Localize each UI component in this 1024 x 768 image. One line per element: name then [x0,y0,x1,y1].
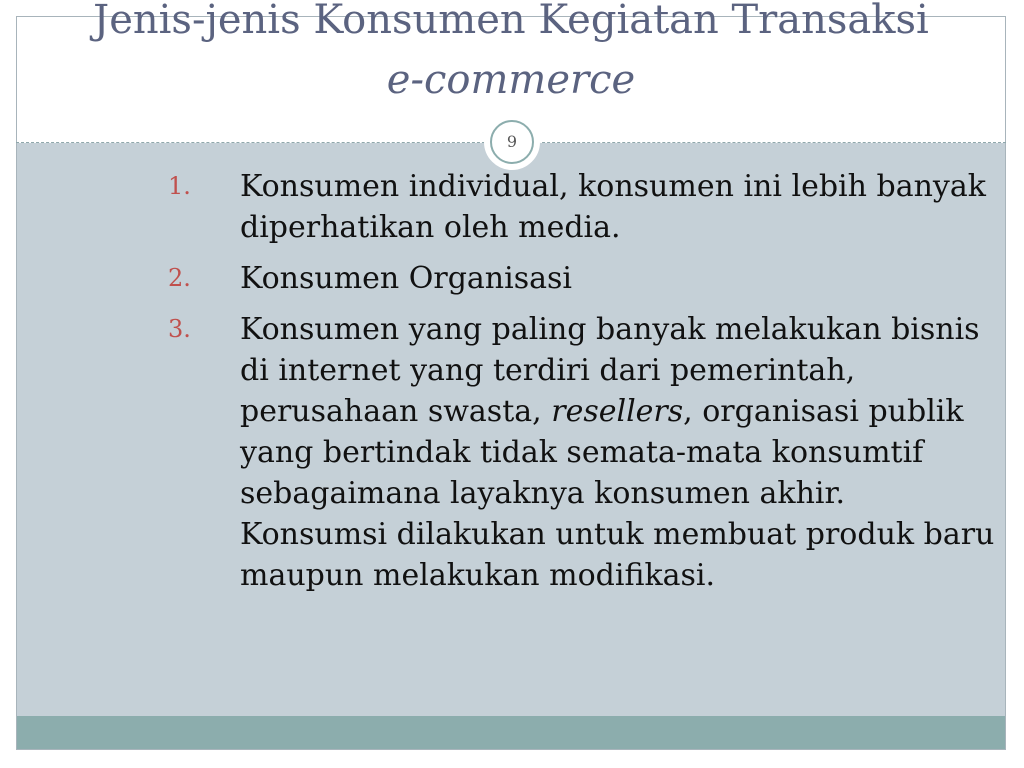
page-number: 9 [490,120,534,164]
page-number-badge [484,114,540,170]
consumer-type-list [168,166,998,596]
title-line-1: Jenis-jenis Konsumen Kegiatan Transaksi [93,0,929,43]
footer-band [17,716,1005,749]
list-text-part: Konsumen yang paling banyak melakukan bisnis di internet yang terdiri dari pemerintah, perusahaan swasta, [240,312,980,429]
list-item [168,166,998,248]
italic-term: resellers [551,394,684,429]
list-number: 2. [168,264,191,292]
list-number: 1. [168,172,191,200]
list-item-text: Konsumen Organisasi [240,261,572,296]
title-line-2: e-commerce [386,57,636,103]
list-text-part: , organisasi publik yang bertindak tidak semata-mata konsumtif sebagaimana layaknya konsumen akhir. Konsumsi dilakukan untuk membuat produk baru maupun melakukan modifikasi. [240,394,995,593]
list-item-text [240,309,998,596]
list-item [168,309,998,596]
list-item-text: Konsumen individual, konsumen ini lebih banyak diperhatikan oleh media. [240,169,986,245]
list-number: 3. [168,315,191,343]
list-item [168,258,998,299]
